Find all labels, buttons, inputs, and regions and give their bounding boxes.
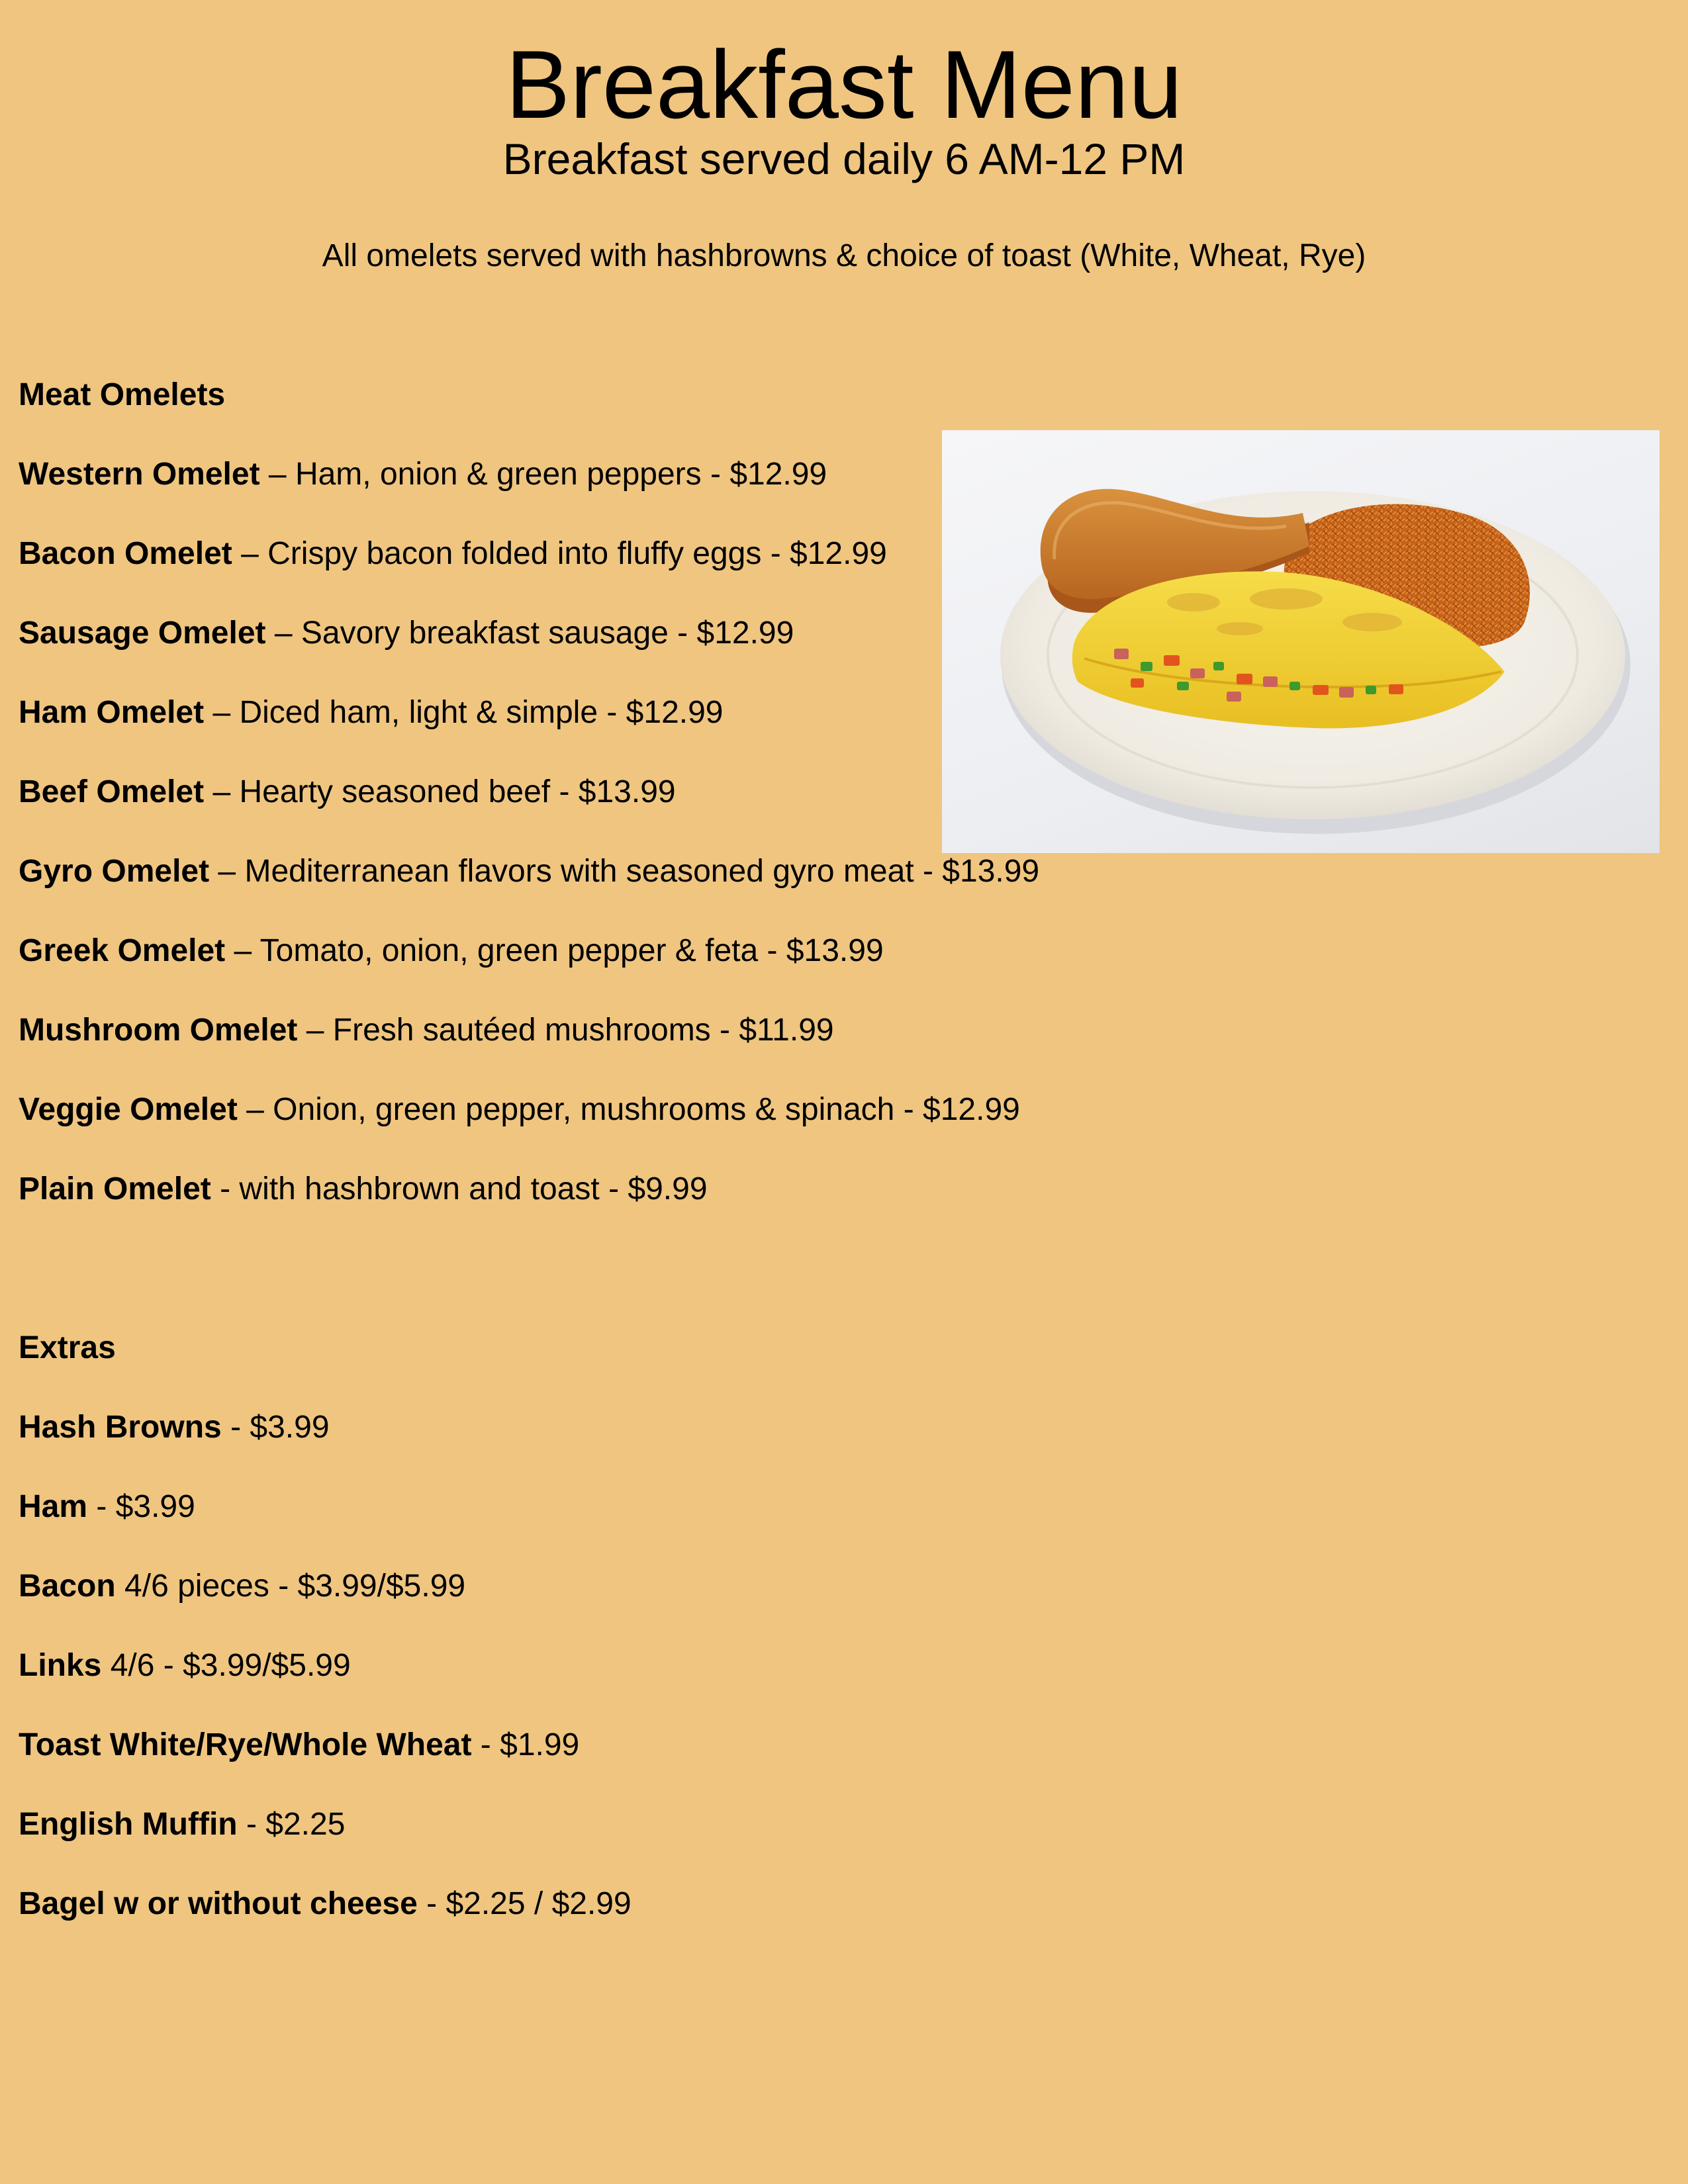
menu-item [19, 848, 1039, 895]
menu-item-detail: – Diced ham, light & simple - $12.99 [204, 695, 724, 730]
menu-item-name: Ham [19, 1489, 88, 1524]
menu-item-detail: - $2.25 / $2.99 [417, 1886, 632, 1921]
menu-hours: Breakfast served daily 6 AM-12 PM [502, 134, 1186, 183]
menu-item-detail: – Onion, green pepper, mushrooms & spinach - $12.99 [237, 1092, 1020, 1127]
menu-item-name: Gyro Omelet [19, 854, 210, 889]
menu-item [19, 531, 887, 577]
menu-item-name: Mushroom Omelet [19, 1013, 298, 1048]
menu-item [19, 1087, 1020, 1133]
menu-item [19, 1643, 351, 1689]
menu-item [19, 1563, 465, 1610]
menu-item [19, 1007, 834, 1054]
menu-item-name: Plain Omelet [19, 1171, 211, 1206]
menu-item [19, 1881, 632, 1927]
menu-item [19, 1801, 345, 1848]
menu-item-name: Bacon [19, 1569, 116, 1604]
menu-item-name: Bagel w or without cheese [19, 1886, 418, 1921]
menu-item [19, 690, 724, 736]
menu-item-detail: – Crispy bacon folded into fluffy eggs - $12.99 [232, 536, 887, 571]
menu-item [19, 1722, 579, 1768]
menu-item [19, 928, 884, 974]
menu-item-name: Bacon Omelet [19, 536, 232, 571]
menu-item-detail: – Hearty seasoned beef - $13.99 [204, 774, 676, 809]
menu-item [19, 1404, 330, 1451]
menu-item-detail: 4/6 pieces - $3.99/$5.99 [115, 1569, 466, 1604]
menu-item-detail: – Mediterranean flavors with seasoned gyro meat - $13.99 [209, 854, 1040, 889]
menu-item-detail: - $1.99 [471, 1727, 580, 1762]
menu-item-detail: – Tomato, onion, green pepper & feta - $13.99 [225, 933, 884, 968]
menu-item-detail: – Fresh sautéed mushrooms - $11.99 [297, 1013, 834, 1048]
menu-item-name: Ham Omelet [19, 695, 205, 730]
menu-item-detail: - $2.25 [237, 1807, 346, 1842]
menu-item-detail: – Ham, onion & green peppers - $12.99 [259, 457, 827, 492]
menu-item-name: Beef Omelet [19, 774, 205, 809]
menu-title: Breakfast Menu [505, 30, 1183, 138]
menu-item-name: English Muffin [19, 1807, 238, 1842]
menu-item-name: Toast White/Rye/Whole Wheat [19, 1727, 472, 1762]
menu-item-name: Hash Browns [19, 1410, 222, 1445]
section-heading-omelets: Meat Omelets [19, 377, 226, 412]
menu-item-detail: - $3.99 [87, 1489, 195, 1524]
section-heading-extras: Extras [19, 1330, 116, 1365]
menu-item-name: Sausage Omelet [19, 615, 266, 651]
menu-item [19, 451, 827, 498]
menu-item [19, 769, 676, 815]
menu-item-detail: 4/6 - $3.99/$5.99 [101, 1648, 351, 1683]
menu-item-name: Western Omelet [19, 457, 260, 492]
menu-item [19, 1166, 708, 1212]
menu-item-detail: – Savory breakfast sausage - $12.99 [265, 615, 794, 651]
menu-item-name: Veggie Omelet [19, 1092, 238, 1127]
menu-item [19, 610, 794, 657]
menu-item-detail: - with hashbrown and toast - $9.99 [211, 1171, 708, 1206]
omelet-serving-note: All omelets served with hashbrowns & choice of toast (White, Wheat, Rye) [322, 238, 1366, 273]
omelet-plate-photo [942, 430, 1660, 853]
menu-item [19, 1484, 195, 1530]
menu-item-detail: - $3.99 [221, 1410, 330, 1445]
menu-item-name: Greek Omelet [19, 933, 226, 968]
menu-item-name: Links [19, 1648, 102, 1683]
